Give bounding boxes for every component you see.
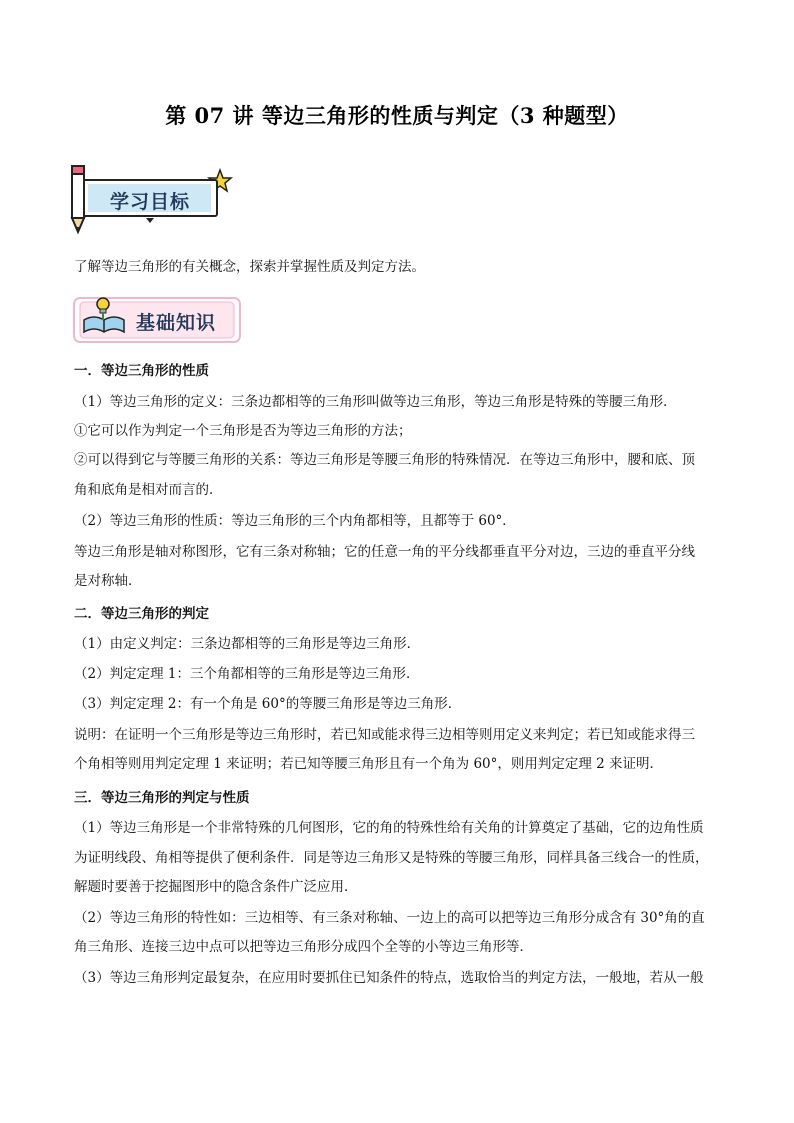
learning-goal-label: 学习目标 bbox=[110, 191, 191, 213]
learning-goal-text: 了解等边三角形的有关概念，探索并掌握性质及判定方法。 bbox=[74, 259, 425, 275]
text-line: 等边三角形是轴对称图形，它有三条对称轴；它的任意一角的平分线都垂直平分对边，三边的垂直平分线 bbox=[74, 544, 695, 560]
text-line: 说明：在证明一个三角形是等边三角形时，若已知或能求得三边相等则用定义来判定；若已知或能求得三 bbox=[74, 727, 695, 743]
basic-knowledge-label: 基础知识 bbox=[136, 312, 217, 334]
text-line: 角三角形、连接三边中点可以把等边三角形分成四个全等的小等边三角形等． bbox=[74, 939, 533, 955]
text-line: ②可以得到它与等腰三角形的关系：等边三角形是等腰三角形的特殊情况．在等边三角形中，腰和底、顶 bbox=[74, 452, 695, 468]
section-heading: 一．等边三角形的性质 bbox=[74, 363, 209, 379]
text-line: 个角相等则用判定定理 1 来证明；若已知等腰三角形且有一个角为 60°，则用判定定理 2 来证明． bbox=[74, 756, 664, 772]
text-line: （3）等边三角形判定最复杂，在应用时要抓住已知条件的特点，选取恰当的判定方法，一般地，若从一般 bbox=[74, 970, 704, 986]
text-line: 解题时要善于挖掘图形中的隐含条件广泛应用． bbox=[74, 879, 358, 895]
text-line: ①它可以作为判定一个三角形是否为等边三角形的方法； bbox=[74, 423, 412, 439]
text-line: 角和底角是相对而言的． bbox=[74, 482, 223, 498]
basic-knowledge-badge bbox=[70, 292, 245, 350]
text-line: （2）判定定理 1：三个角都相等的三角形是等边三角形． bbox=[74, 666, 420, 682]
text-line: 是对称轴． bbox=[74, 573, 142, 589]
text-line: （1）等边三角形是一个非常特殊的几何图形，它的角的特殊性给有关角的计算奠定了基础，它的边角性质 bbox=[74, 820, 704, 836]
learning-goal-badge bbox=[60, 158, 235, 236]
text-line: （2）等边三角形的性质：等边三角形的三个内角都相等，且都等于 60°． bbox=[74, 513, 516, 529]
text-line: （1）由定义判定：三条边都相等的三角形是等边三角形． bbox=[74, 636, 421, 652]
text-line: （3）判定定理 2：有一个角是 60°的等腰三角形是等边三角形． bbox=[74, 696, 462, 712]
page-title: 第 07 讲 等边三角形的性质与判定（3 种题型） bbox=[165, 103, 629, 128]
text-line: （2）等边三角形的特性如：三边相等、有三条对称轴、一边上的高可以把等边三角形分成含有 30°角的直 bbox=[74, 910, 705, 926]
text-line: 为证明线段、角相等提供了便利条件．同是等边三角形又是特殊的等腰三角形，同样具备三线合一的性质， bbox=[74, 850, 709, 866]
section-heading: 二．等边三角形的判定 bbox=[74, 606, 209, 622]
section-heading: 三．等边三角形的判定与性质 bbox=[74, 790, 250, 806]
text-line: （1）等边三角形的定义：三条边都相等的三角形叫做等边三角形，等边三角形是特殊的等腰三角形． bbox=[74, 394, 677, 410]
